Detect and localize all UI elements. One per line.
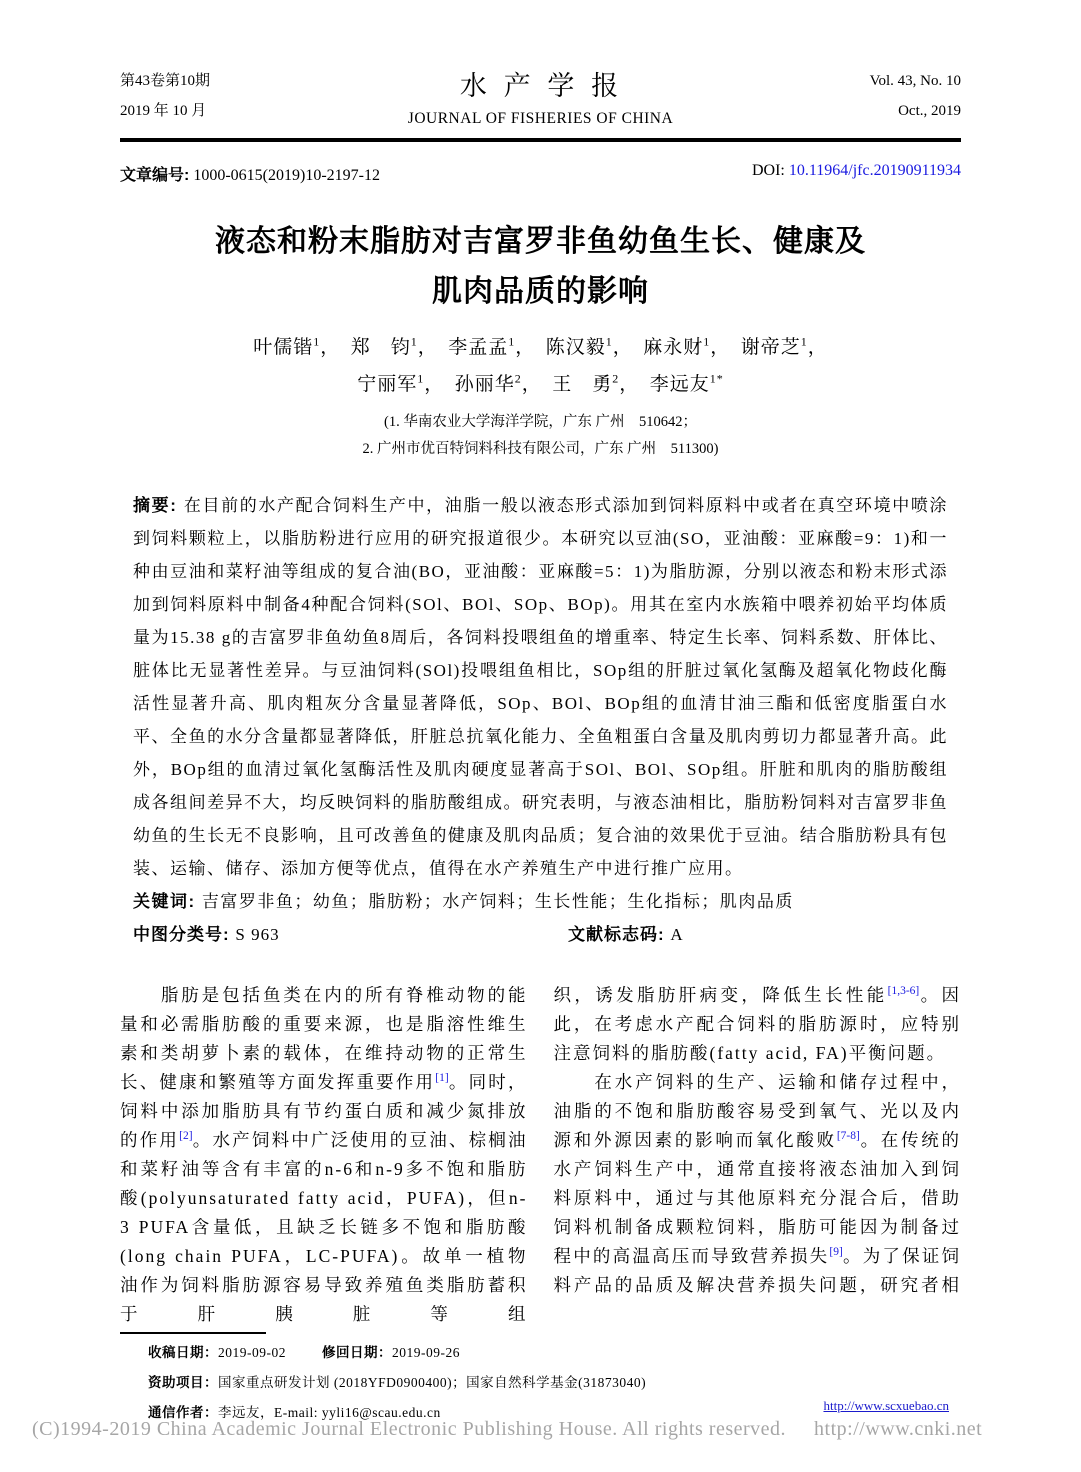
body-right-column: [554, 981, 962, 1329]
clc-value: S 963: [235, 925, 280, 944]
footnote-funding: [148, 1368, 961, 1398]
affiliations: [120, 409, 961, 463]
volume-issue-line1: 第43卷第10期: [120, 73, 211, 89]
journal-title-cn: 水 产 学 报: [459, 71, 622, 101]
citation-link[interactable]: [1,3-6]: [887, 985, 920, 998]
author-affiliation-sup: 1: [410, 334, 418, 349]
body-columns: [120, 981, 961, 1329]
journal-title-block: [408, 64, 673, 128]
volume-issue-cn: [120, 66, 408, 126]
keywords-label: 关键词:: [133, 892, 202, 911]
author-list: [120, 329, 961, 403]
affiliation-2: 2. 广州市优百特饲料科技有限公司，广东 广州 511300): [362, 441, 719, 457]
received-date-value: 2019-09-02: [218, 1345, 286, 1360]
funding-value: 国家重点研发计划 (2018YFD0900400)；国家自然科学基金(31873040): [218, 1375, 647, 1390]
clc-label: 中图分类号:: [133, 925, 236, 944]
doi-label: DOI:: [751, 162, 785, 179]
corresponding-author-label: 通信作者：: [148, 1405, 218, 1420]
volume-issue-en: [673, 66, 961, 126]
masthead-rule: [120, 138, 961, 142]
volume-issue-en-line1: Vol. 43, No. 10: [869, 73, 961, 89]
classification-row: [133, 918, 948, 951]
abstract: [133, 489, 948, 885]
citation-link[interactable]: [9]: [829, 1246, 843, 1259]
author-list-line1: 叶儒锴$^1$， 郑 钧$^1$， 李孟孟$^1$， 陈汉毅$^1$， 麻永财$^1$， 谢帝芝$^1$，: [253, 334, 828, 358]
abstract-label: 摘要:: [133, 496, 184, 515]
document-code: [568, 918, 684, 951]
body-left-column: [120, 981, 528, 1329]
article-number: [120, 162, 380, 185]
keywords: [133, 885, 948, 918]
article-number-label: 文章编号:: [120, 167, 190, 184]
author-list-line2: 宁丽军$^1$， 孙丽华$^2$， 王 勇$^2$， 李远友$^{1*}$: [357, 371, 724, 395]
author-affiliation-sup: 1*: [709, 371, 724, 386]
body-paragraph-1-continued: 织，诱发脂肪肝病变，降低生长性能[1,3-6]。因此，在考虑水产配合饲料的脂肪源时，应特别注意饲料的脂肪酸(fatty acid, FA)平衡问题。: [553, 985, 962, 1063]
article-number-value: 1000-0615(2019)10-2197-12: [193, 167, 380, 184]
author-affiliation-sup: 1: [508, 334, 516, 349]
doi: [752, 162, 961, 185]
author-affiliation-sup: 2: [514, 371, 522, 386]
citation-link[interactable]: [2]: [179, 1130, 193, 1143]
document-code-value: A: [670, 925, 684, 944]
revised-date-label: 修回日期：: [322, 1345, 392, 1360]
author-affiliation-sup: 1: [800, 334, 808, 349]
footnote-dates: [148, 1338, 961, 1368]
cnki-url: http://www.cnki.net: [814, 1418, 983, 1440]
corresponding-author-value: 李远友，E-mail: yyli16@scau.edu.cn: [218, 1405, 441, 1420]
funding-label: 资助项目：: [148, 1375, 218, 1390]
author-affiliation-sup: 1: [703, 334, 711, 349]
footnote-rule: [120, 1332, 266, 1334]
journal-title-en: JOURNAL OF FISHERIES OF CHINA: [407, 110, 674, 127]
copyright-text: (C)1994-2019 China Academic Journal Electronic Publishing House. All rights reserved.: [32, 1418, 787, 1440]
journal-website-link[interactable]: http://www.scxuebao.cn: [823, 1398, 949, 1413]
author-affiliation-sup: 1: [313, 334, 321, 349]
article-meta-row: [120, 162, 961, 185]
journal-masthead: [120, 0, 961, 128]
citation-link[interactable]: [1]: [435, 1072, 449, 1085]
body-paragraph-2: 在水产饲料的生产、运输和储存过程中，油脂的不饱和脂肪酸容易受到氧气、光以及内源和外源因素的影响而氧化酸败[7-8]。在传统的水产饲料生产中，通常直接将液态油加入到饲料原料中，通过与其他原料充分混合后，借助饲料机制备成颗粒饲料，脂肪可能因为制备过程中的高温高压而导致营养损失[9]。为了保证饲料产品的品质及解决营养损失问题，研究者相: [553, 1072, 962, 1295]
keywords-text: 吉富罗非鱼；幼鱼；脂肪粉；水产饲料；生长性能；生化指标；肌肉品质: [201, 892, 794, 911]
author-affiliation-sup: 1: [605, 334, 613, 349]
document-code-label: 文献标志码:: [568, 925, 671, 944]
affiliation-1: (1. 华南农业大学海洋学院，广东 广州 510642；: [384, 414, 697, 430]
abstract-text: 在目前的水产配合饲料生产中，油脂一般以液态形式添加到饲料原料中或者在真空环境中喷涂到饲料颗粒上，以脂肪粉进行应用的研究报道很少。本研究以豆油(SO，亚油酸：亚麻酸=9：1)和一种由豆油和菜籽油等组成的复合油(BO，亚油酸：亚麻酸=5：1)为脂肪源，分别以液态和粉末形式添加到饲料原料中制备4种配合饲料(SOl、BOl、SOp、BOp)。用其在室内水族箱中喂养初始平均体质量为15.38 g的吉富罗非鱼幼鱼8周后，各饲料投喂组鱼的增重率、特定生长率、饲料系数、肝体比、脏体比无显著性差异。与豆油饲料(SOl)投喂组鱼相比，SOp组的肝脏过氧化氢酶及超氧化物歧化酶活性显著升高、肌肉粗灰分含量显著降低，SOp、BOl、BOp组的血清甘油三酯和低密度脂蛋白水平、全鱼的水分含量都显著降低，肝脏总抗氧化能力、全鱼粗蛋白含量及肌肉剪切力都显著升高。此外，BOp组的血清过氧化氢酶活性及肌肉硬度显著高于SOl、BOl、SOp组。肝脏和肌肉的脂肪酸组成各组间差异不大，均反映饲料的脂肪酸组成。研究表明，与液态油相比，脂肪粉饲料对吉富罗非鱼幼鱼的生长无不良影响，且可改善鱼的健康及肌肉品质；复合油的效果优于豆油。结合脂肪粉具有包装、运输、储存、添加方便等优点，值得在水产养殖生产中进行推广应用。: [133, 496, 948, 878]
author-affiliation-sup: 2: [612, 371, 620, 386]
issue-date-en-line2: Oct., 2019: [898, 103, 961, 119]
article-title: [120, 217, 961, 317]
copyright-watermark: [32, 1418, 982, 1441]
article-title-line1: 液态和粉末脂肪对吉富罗非鱼幼鱼生长、健康及: [215, 225, 866, 258]
doi-link[interactable]: 10.11964/jfc.20190911934: [788, 162, 961, 179]
revised-date-value: 2019-09-26: [392, 1345, 460, 1360]
received-date-label: 收稿日期：: [148, 1345, 218, 1360]
author-affiliation-sup: 1: [417, 371, 425, 386]
article-title-line2: 肌肉品质的影响: [432, 275, 649, 308]
clc-number: [133, 918, 568, 951]
citation-link[interactable]: [7-8]: [836, 1130, 860, 1143]
body-paragraph-1: 脂肪是包括鱼类在内的所有脊椎动物的能量和必需脂肪酸的重要来源，也是脂溶性维生素和类胡萝卜素的载体，在维持动物的正常生长、健康和繁殖等方面发挥重要作用[1]。同时，饲料中添加脂肪具有节约蛋白质和减少氮排放的作用[2]。水产饲料中广泛使用的豆油、棕榈油和菜籽油等含有丰富的n-6和n-9多不饱和脂肪酸(polyunsaturated fatty acid，PUFA)，但n-3 PUFA含量低，且缺乏长链多不饱和脂肪酸(long chain PUFA，LC-PUFA)。故单一植物油作为饲料脂肪源容易导致养殖鱼类脂肪蓄积于肝胰脏等组: [120, 985, 528, 1324]
issue-date-line2: 2019 年 10 月: [120, 103, 207, 119]
